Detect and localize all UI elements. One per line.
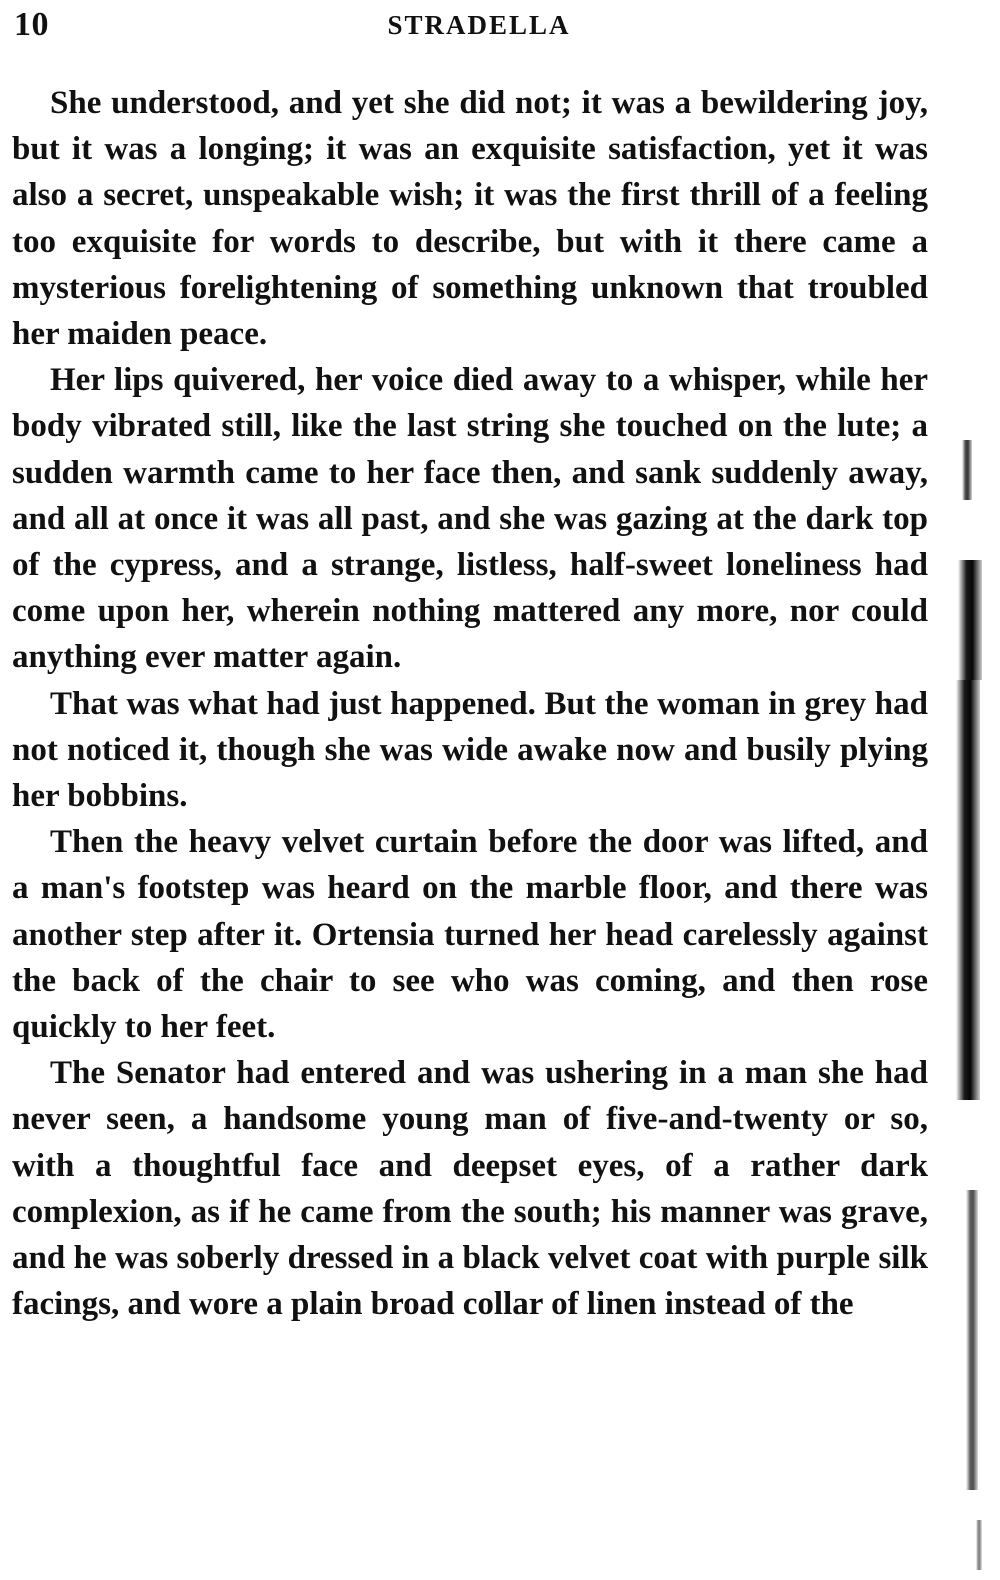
scan-edge-shadow [962, 440, 972, 500]
scan-edge-shadow [976, 1520, 982, 1570]
paragraph: Then the heavy velvet curtain before the door was lifted, and a man's footstep was heard on the marble floor, and there was another step after it. Ortensia turned her head carelessly against the back of the chair to see who was coming, and then rose quickly to her feet. [12, 824, 928, 1046]
scan-edge-shadow [966, 1190, 978, 1490]
paragraph: Her lips quivered, her voice died away to a whisper, while her body vibrated still, like the last string she touched on the lute; a sudden warmth came to her face then, and sank suddenly away, and all at once it was all past, and she was gazing at the dark top of the cypress, and a strange, listless, half-sweet loneliness had come upon her, wherein nothing mattered any more, nor could anything ever matter again. [12, 362, 928, 676]
page-number: 10 [14, 6, 49, 43]
scan-edge-shadow [956, 680, 980, 1100]
paragraph: She understood, and yet she did not; it was a bewildering joy, but it was a longing; it was an exquisite satisfaction, yet it was also a secret, unspeakable wish; it was the first thrill of a feeling too exquisite for words to describe, but with it there came a mysterious forelightening of something unknown that troubled her maiden peace. [12, 85, 928, 353]
paragraph: The Senator had entered and was ushering in a man she had never seen, a handsome young man of five-and-twenty or so, with a thoughtful face and deepset eyes, of a rather dark complexion, as if he came from the south; his manner was grave, and he was soberly dressed in a black velvet coat with purple silk facings, and wore a plain broad collar of linen instead of the [12, 1055, 928, 1323]
page-header [14, 6, 944, 46]
running-head: STRADELLA [387, 10, 571, 40]
body-text [12, 80, 928, 1327]
scan-edge-shadow [958, 560, 982, 680]
paragraph: That was what had just happened. But the woman in grey had not noticed it, though she was wide awake now and busily plying her bobbins. [12, 685, 928, 815]
